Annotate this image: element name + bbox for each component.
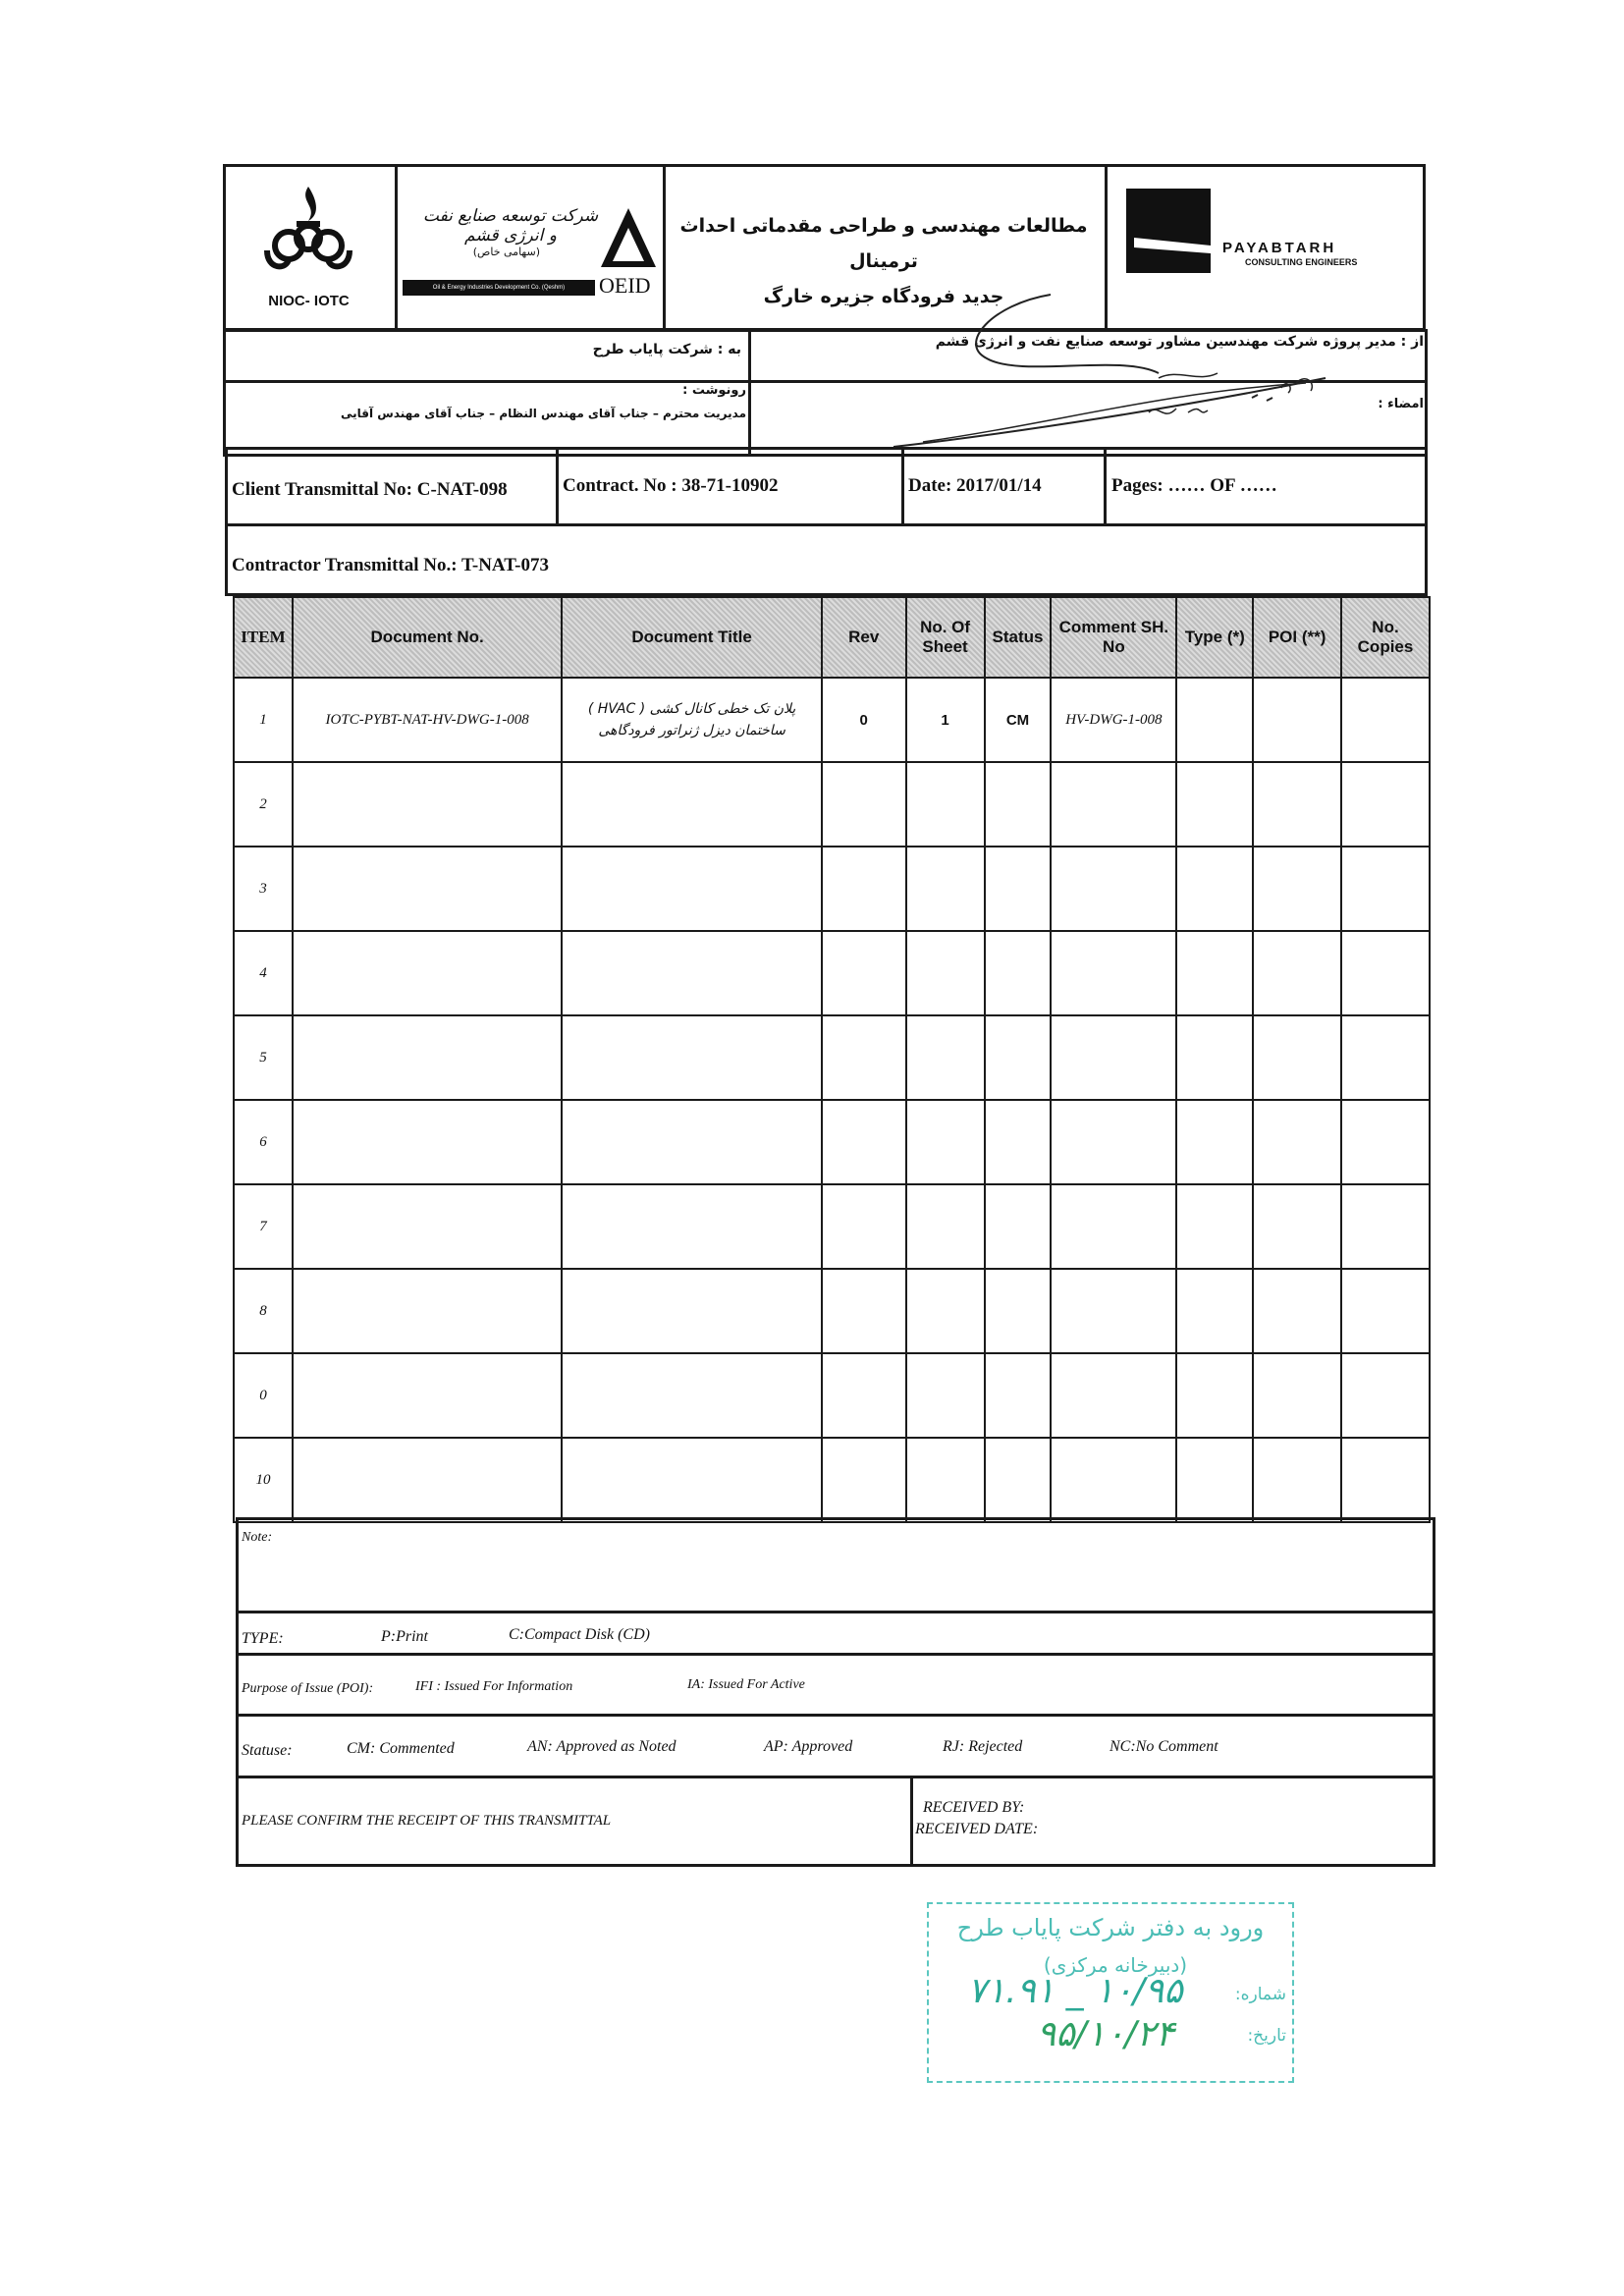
poi-label: Purpose of Issue (POI): (242, 1681, 374, 1696)
row-comment (1051, 1438, 1176, 1522)
row-comment (1051, 1015, 1176, 1100)
note-label: Note: (242, 1530, 273, 1545)
row-type (1176, 1353, 1253, 1438)
row-comment (1051, 1353, 1176, 1438)
payab-logo (1119, 187, 1414, 285)
row-type (1176, 678, 1253, 762)
row-type (1176, 1015, 1253, 1100)
row-sheet (906, 1100, 985, 1184)
row-title (562, 1015, 821, 1100)
row-doc-no (293, 762, 562, 847)
row-doc-no (293, 1269, 562, 1353)
row-status (985, 1100, 1052, 1184)
row-comment (1051, 931, 1176, 1015)
row-rev (822, 1015, 906, 1100)
row-type (1176, 931, 1253, 1015)
to-field: به : شرکت پایاب طرح (592, 342, 741, 357)
col-poi: POI (**) (1253, 597, 1341, 678)
row-title (562, 678, 821, 762)
row-poi (1253, 1184, 1341, 1269)
status-cm: CM: Commented (347, 1740, 455, 1757)
stamp-number-value: ۱۰/۹۵ _ ۷۱.۹۱ (967, 1971, 1183, 2011)
project-title-line2: جدید فرودگاه جزیره خارگ (763, 286, 1004, 307)
row-title (562, 762, 821, 847)
oeid-band: Oil & Energy Industries Development Co. (Qeshm) (403, 280, 595, 296)
project-title-line1: مطالعات مهندسی و طراحی مقدماتی احداث ترمینال (679, 215, 1088, 272)
row-type (1176, 1269, 1253, 1353)
cc-label: رونوشت : (682, 383, 746, 398)
oeid-company-sub: (سهامی خاص) (472, 246, 540, 258)
from-field: از : مدیر پروژه شرکت مهندسین مشاور توسعه صنایع نفت و انرژی قشم (935, 334, 1424, 350)
col-document-title: Document Title (562, 597, 821, 678)
row-status (985, 1353, 1052, 1438)
col-status: Status (985, 597, 1052, 678)
row-poi (1253, 1353, 1341, 1438)
row-item: 6 (234, 1100, 293, 1184)
row-title (562, 1438, 821, 1522)
row-sheet (906, 931, 985, 1015)
status-rj: RJ: Rejected (943, 1738, 1023, 1755)
row-copies (1341, 1353, 1430, 1438)
row-status (985, 1438, 1052, 1522)
row-copies (1341, 1438, 1430, 1522)
row-title-line2: ساختمان دیزل ژنراتور فرودگاهی (598, 723, 785, 738)
row-rev (822, 762, 906, 847)
row-status (985, 1015, 1052, 1100)
contract-no: Contract. No : 38-71-10902 (563, 475, 779, 496)
table-row (234, 1438, 1430, 1522)
row-status (985, 847, 1052, 931)
transmittal-date: Date: 2017/01/14 (908, 475, 1042, 496)
row-comment: HV-DWG-1-008 (1051, 678, 1176, 762)
signature-label: امضاء : (1378, 397, 1424, 411)
status-label: Statuse: (242, 1742, 293, 1759)
row-copies (1341, 847, 1430, 931)
nioc-logo (228, 177, 390, 324)
nioc-label: NIOC- IOTC (268, 293, 350, 309)
row-comment (1051, 1100, 1176, 1184)
row-poi (1253, 847, 1341, 931)
oeid-company-script: شرکت توسعه صنایع نفت و انرژی قشم (422, 206, 599, 246)
row-sheet (906, 1269, 985, 1353)
table-row (234, 762, 1430, 847)
stamp-date-value: ۹۵/۱۰/۲۴ (1036, 2014, 1175, 2054)
row-item: 1 (234, 678, 293, 762)
col-type: Type (*) (1176, 597, 1253, 678)
status-ap: AP: Approved (764, 1738, 853, 1755)
stamp-number-label: شماره: (1234, 1985, 1286, 2004)
row-title (562, 1100, 821, 1184)
type-label: TYPE: (242, 1630, 284, 1647)
nioc-emblem-icon (228, 177, 390, 285)
row-comment (1051, 847, 1176, 931)
row-item: 3 (234, 847, 293, 931)
row-status (985, 762, 1052, 847)
receipt-stamp (927, 1902, 1294, 2083)
row-rev (822, 847, 906, 931)
payab-name: PAYABTARH (1222, 240, 1337, 256)
row-title (562, 1353, 821, 1438)
col-rev: Rev (822, 597, 906, 678)
col-comment-sh-no: Comment SH. No (1051, 597, 1176, 678)
row-type (1176, 847, 1253, 931)
oeid-logo (403, 187, 660, 324)
row-doc-no (293, 1438, 562, 1522)
confirm-receipt: PLEASE CONFIRM THE RECEIPT OF THIS TRANSMITTAL (242, 1813, 612, 1829)
row-status: CM (985, 678, 1052, 762)
row-rev (822, 1438, 906, 1522)
table-row (234, 1015, 1430, 1100)
handwritten-signature (864, 285, 1375, 462)
row-title-line1: پلان تک خطی کانال کشی ( HVAC ) (587, 701, 796, 717)
row-status (985, 1269, 1052, 1353)
row-doc-no (293, 931, 562, 1015)
row-poi (1253, 1438, 1341, 1522)
row-item: 0 (234, 1353, 293, 1438)
row-rev (822, 1100, 906, 1184)
table-row (234, 1353, 1430, 1438)
document-table (233, 596, 1431, 1523)
table-row (234, 931, 1430, 1015)
row-copies (1341, 1015, 1430, 1100)
row-title (562, 931, 821, 1015)
row-poi (1253, 1100, 1341, 1184)
received-by: RECEIVED BY: (923, 1799, 1025, 1816)
row-doc-no (293, 1100, 562, 1184)
poi-ifi: IFI : Issued For Information (415, 1679, 573, 1694)
row-title (562, 1184, 821, 1269)
payab-sub: CONSULTING ENGINEERS (1245, 257, 1358, 267)
row-copies (1341, 1269, 1430, 1353)
row-item: 8 (234, 1269, 293, 1353)
row-sheet (906, 1015, 985, 1100)
row-rev (822, 1353, 906, 1438)
row-status (985, 931, 1052, 1015)
row-poi (1253, 1269, 1341, 1353)
table-header-row (234, 597, 1430, 678)
row-type (1176, 1100, 1253, 1184)
row-sheet (906, 1438, 985, 1522)
row-sheet (906, 762, 985, 847)
col-no-copies: No. Copies (1341, 597, 1430, 678)
row-title (562, 1269, 821, 1353)
oeid-triangle-icon (599, 206, 658, 275)
row-poi (1253, 1015, 1341, 1100)
col-no-of-sheet: No. Of Sheet (906, 597, 985, 678)
row-item: 4 (234, 931, 293, 1015)
status-nc: NC:No Comment (1110, 1738, 1218, 1755)
pages-count: Pages: …… OF …… (1111, 475, 1277, 496)
row-copies (1341, 762, 1430, 847)
row-item: 7 (234, 1184, 293, 1269)
row-comment (1051, 762, 1176, 847)
row-rev: 0 (822, 678, 906, 762)
poi-ia: IA: Issued For Active (687, 1677, 805, 1692)
row-type (1176, 1184, 1253, 1269)
row-copies (1341, 1100, 1430, 1184)
type-print: P:Print (381, 1628, 428, 1645)
row-doc-no (293, 1353, 562, 1438)
row-item: 10 (234, 1438, 293, 1522)
row-sheet: 1 (906, 678, 985, 762)
col-item: ITEM (234, 597, 293, 678)
row-type (1176, 762, 1253, 847)
row-sheet (906, 847, 985, 931)
row-comment (1051, 1269, 1176, 1353)
row-doc-no (293, 1184, 562, 1269)
row-status (985, 1184, 1052, 1269)
row-poi (1253, 931, 1341, 1015)
row-doc-no (293, 847, 562, 931)
stamp-line1: ورود به دفتر شرکت پایاب طرح (956, 1914, 1265, 1941)
row-copies (1341, 931, 1430, 1015)
row-item: 2 (234, 762, 293, 847)
row-rev (822, 1269, 906, 1353)
stamp-line2: (دبیرخانه مرکزی) (1043, 1953, 1188, 1977)
row-doc-no: IOTC-PYBT-NAT-HV-DWG-1-008 (293, 678, 562, 762)
table-row (234, 1100, 1430, 1184)
row-title (562, 847, 821, 931)
table-row (234, 678, 1430, 762)
row-poi (1253, 762, 1341, 847)
received-date: RECEIVED DATE: (915, 1821, 1039, 1837)
payab-mark-icon (1124, 187, 1213, 275)
row-sheet (906, 1184, 985, 1269)
table-row (234, 847, 1430, 931)
row-comment (1051, 1184, 1176, 1269)
table-row (234, 1269, 1430, 1353)
table-row (234, 1184, 1430, 1269)
cc-value: مدیریت محترم – جناب آقای مهندس النظام – جناب آقای مهندس آقایی (340, 407, 746, 420)
row-type (1176, 1438, 1253, 1522)
contractor-transmittal-no: Contractor Transmittal No.: T-NAT-073 (232, 555, 549, 575)
row-rev (822, 931, 906, 1015)
status-an: AN: Approved as Noted (527, 1738, 677, 1755)
type-cd: C:Compact Disk (CD) (509, 1626, 650, 1643)
oeid-logo-text: OEID (599, 273, 651, 298)
row-rev (822, 1184, 906, 1269)
row-doc-no (293, 1015, 562, 1100)
client-transmittal-no: Client Transmittal No: C-NAT-098 (232, 479, 508, 500)
row-copies (1341, 1184, 1430, 1269)
row-item: 5 (234, 1015, 293, 1100)
col-document-no: Document No. (293, 597, 562, 678)
row-poi (1253, 678, 1341, 762)
stamp-date-label: تاریخ: (1247, 2026, 1286, 2046)
row-sheet (906, 1353, 985, 1438)
row-copies (1341, 678, 1430, 762)
